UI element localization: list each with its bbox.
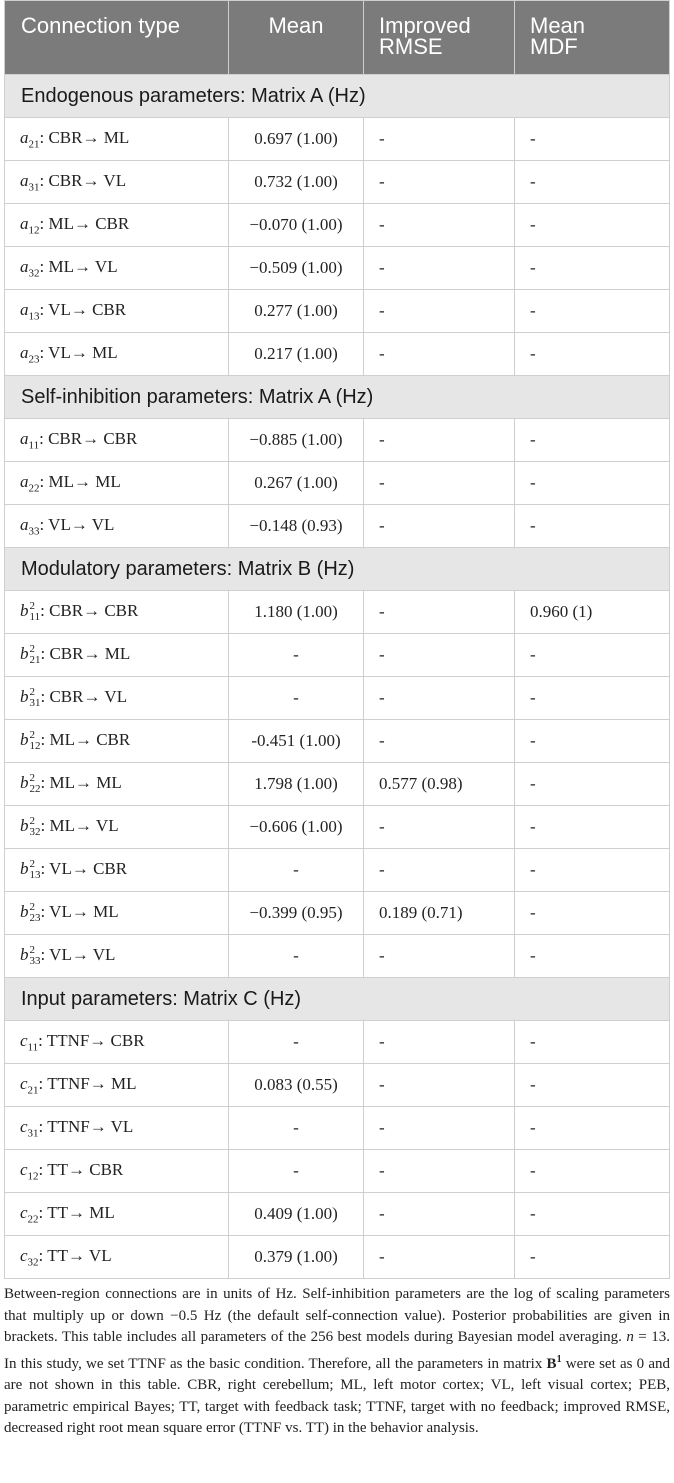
connection-cell xyxy=(5,161,229,204)
parameter-indices: 2 31 xyxy=(29,686,41,710)
parameter-symbol: a xyxy=(20,299,29,319)
connection-label: : TT→ CBR xyxy=(38,1159,124,1179)
table-row xyxy=(5,806,670,849)
connection-cell xyxy=(5,1021,229,1064)
parameter-indices: 2 32 xyxy=(29,815,41,839)
table-row xyxy=(5,1107,670,1150)
section-endogenous: Endogenous parameters: Matrix A (Hz) xyxy=(5,75,670,118)
table-row xyxy=(5,892,670,935)
mdf-cell: - xyxy=(515,161,670,204)
mdf-cell: - xyxy=(515,419,670,462)
parameter-symbol: b xyxy=(20,643,29,663)
rmse-cell: - xyxy=(364,849,515,892)
section-input: Input parameters: Matrix C (Hz) xyxy=(5,978,670,1021)
connection-cell xyxy=(5,462,229,505)
table-row xyxy=(5,247,670,290)
connection-cell xyxy=(5,1107,229,1150)
mean-cell: −0.885 (1.00) xyxy=(229,419,364,462)
mean-cell: 0.697 (1.00) xyxy=(229,118,364,161)
mean-cell: −0.606 (1.00) xyxy=(229,806,364,849)
rmse-cell: - xyxy=(364,462,515,505)
rmse-cell: - xyxy=(364,1021,515,1064)
connection-label: : VL→ ML xyxy=(40,901,119,921)
parameter-indices: 2 22 xyxy=(29,772,41,796)
self-inhibition-rows xyxy=(5,419,670,548)
connection-label: : CBR→ VL xyxy=(40,686,128,706)
parameter-indices: 2 11 xyxy=(29,600,41,624)
mdf-cell: - xyxy=(515,247,670,290)
parameter-symbol: a xyxy=(20,127,29,147)
parameter-symbol: a xyxy=(20,213,29,233)
parameter-subscript: 21 xyxy=(28,138,40,151)
table-row xyxy=(5,333,670,376)
connection-label: : VL→ CBR xyxy=(40,858,128,878)
mdf-cell: - xyxy=(515,333,670,376)
table-row xyxy=(5,204,670,247)
mdf-cell: - xyxy=(515,677,670,720)
connection-cell xyxy=(5,591,229,634)
endogenous-rows xyxy=(5,118,670,376)
mdf-cell: - xyxy=(515,1064,670,1107)
parameter-indices: 2 33 xyxy=(29,944,41,968)
connection-cell xyxy=(5,118,229,161)
input-rows xyxy=(5,1021,670,1279)
parameter-symbol: b xyxy=(20,815,29,835)
parameter-subscript: 12 xyxy=(27,1170,39,1183)
mean-cell: - xyxy=(229,1150,364,1193)
mdf-cell: - xyxy=(515,1150,670,1193)
table-row xyxy=(5,462,670,505)
table-row xyxy=(5,290,670,333)
connection-cell xyxy=(5,763,229,806)
mdf-cell: - xyxy=(515,634,670,677)
header-mean: Mean xyxy=(229,1,364,75)
parameter-symbol: c xyxy=(20,1245,28,1265)
parameter-symbol: a xyxy=(20,170,29,190)
table-row xyxy=(5,1021,670,1064)
connection-label: : ML→ CBR xyxy=(39,213,130,233)
parameter-indices: 2 13 xyxy=(29,858,41,882)
parameter-symbol: b xyxy=(20,600,29,620)
parameter-subscript: 23 xyxy=(28,353,40,366)
rmse-cell: - xyxy=(364,1064,515,1107)
connection-cell xyxy=(5,634,229,677)
table-footnote: Between-region connections are in units of Hz. Self-inhibition parameters are the log of scaling parameters that multiply up or down −0.5 Hz (the default self-connection value). Posterior probabilities are given in brackets. This table includes all parameters of the 256 best models during Bayesian model averaging. n = 13. In this study, we set TTNF as the basic condition. Therefore, all the parameters in matrix $B^1$ were set as 0 and are not shown in this table. CBR, right cerebellum; ML, left motor cortex; VL, left visual cortex; PEB, parametric empirical Bayes; TT, target with feedback task; TTNF, target with no feedback; improved RMSE, decreased right root mean square error (TTNF vs. TT) in the behavior analysis. xyxy=(4,1286,670,1436)
section-modulatory: Modulatory parameters: Matrix B (Hz) xyxy=(5,548,670,591)
table-row xyxy=(5,1236,670,1279)
table-row xyxy=(5,1150,670,1193)
table-row xyxy=(5,419,670,462)
mdf-cell: - xyxy=(515,892,670,935)
parameter-symbol: b xyxy=(20,901,29,921)
parameter-symbol: c xyxy=(20,1159,28,1179)
connection-label: : TT→ VL xyxy=(38,1245,112,1265)
header-improved-rmse: Improved RMSE xyxy=(364,1,515,75)
connection-cell xyxy=(5,935,229,978)
mean-cell: -0.451 (1.00) xyxy=(229,720,364,763)
connection-label: : VL→ VL xyxy=(39,514,115,534)
rmse-cell: - xyxy=(364,161,515,204)
connection-cell xyxy=(5,1064,229,1107)
rmse-cell: - xyxy=(364,419,515,462)
parameter-symbol: a xyxy=(20,342,29,362)
rmse-cell: - xyxy=(364,247,515,290)
mean-cell: 0.267 (1.00) xyxy=(229,462,364,505)
connection-cell xyxy=(5,333,229,376)
mdf-cell: - xyxy=(515,118,670,161)
parameter-symbol: b xyxy=(20,772,29,792)
connection-label: : TTNF→ CBR xyxy=(38,1030,145,1050)
mean-cell: −0.509 (1.00) xyxy=(229,247,364,290)
rmse-cell: - xyxy=(364,634,515,677)
mean-cell: 0.409 (1.00) xyxy=(229,1193,364,1236)
mean-cell: - xyxy=(229,677,364,720)
mdf-cell: 0.960 (1) xyxy=(515,591,670,634)
parameter-subscript: 13 xyxy=(28,310,40,323)
parameter-subscript: 12 xyxy=(28,224,40,237)
table-row xyxy=(5,118,670,161)
mdf-cell: - xyxy=(515,505,670,548)
mdf-cell: - xyxy=(515,935,670,978)
parameter-subscript: 32 xyxy=(28,267,40,280)
connection-label: : VL→ CBR xyxy=(39,299,127,319)
rmse-cell: - xyxy=(364,935,515,978)
connection-cell xyxy=(5,1236,229,1279)
mean-cell: - xyxy=(229,849,364,892)
connection-label: : VL→ ML xyxy=(39,342,118,362)
parameter-symbol: b xyxy=(20,944,29,964)
rmse-cell: - xyxy=(364,1107,515,1150)
section-self-inhibition: Self-inhibition parameters: Matrix A (Hz) xyxy=(5,376,670,419)
mean-cell: −0.148 (0.93) xyxy=(229,505,364,548)
connection-label: : CBR→ CBR xyxy=(39,428,138,448)
connection-cell xyxy=(5,290,229,333)
table-row xyxy=(5,1064,670,1107)
parameter-symbol: b xyxy=(20,729,29,749)
mdf-cell: - xyxy=(515,462,670,505)
parameter-symbol: a xyxy=(20,428,29,448)
connection-cell xyxy=(5,892,229,935)
table-row xyxy=(5,161,670,204)
parameter-symbol: c xyxy=(20,1202,28,1222)
rmse-cell: - xyxy=(364,1236,515,1279)
connection-cell xyxy=(5,1150,229,1193)
rmse-cell: - xyxy=(364,505,515,548)
connection-label: : CBR→ ML xyxy=(40,643,131,663)
connection-label: : TTNF→ ML xyxy=(38,1073,137,1093)
table-row xyxy=(5,591,670,634)
connection-cell xyxy=(5,247,229,290)
connection-label: : TT→ ML xyxy=(38,1202,115,1222)
parameter-symbol: a xyxy=(20,471,29,491)
parameter-subscript: 21 xyxy=(27,1084,39,1097)
parameter-indices: 2 21 xyxy=(29,643,41,667)
table-row xyxy=(5,634,670,677)
mean-cell: −0.399 (0.95) xyxy=(229,892,364,935)
rmse-cell: - xyxy=(364,806,515,849)
parameter-symbol: c xyxy=(20,1116,28,1136)
table-row xyxy=(5,720,670,763)
connection-cell xyxy=(5,1193,229,1236)
parameter-subscript: 32 xyxy=(27,1256,39,1269)
rmse-cell: - xyxy=(364,204,515,247)
connection-cell xyxy=(5,677,229,720)
mdf-cell: - xyxy=(515,1021,670,1064)
mdf-cell: - xyxy=(515,204,670,247)
parameter-symbol: a xyxy=(20,514,29,534)
connection-cell xyxy=(5,849,229,892)
mean-cell: 0.217 (1.00) xyxy=(229,333,364,376)
mdf-cell: - xyxy=(515,720,670,763)
results-table xyxy=(4,0,670,1279)
parameter-symbol: b xyxy=(20,686,29,706)
rmse-cell: - xyxy=(364,720,515,763)
mdf-cell: - xyxy=(515,806,670,849)
table-row xyxy=(5,1193,670,1236)
table-header-row xyxy=(5,1,670,75)
table-row xyxy=(5,677,670,720)
connection-label: : TTNF→ VL xyxy=(38,1116,134,1136)
rmse-cell: - xyxy=(364,290,515,333)
table-row xyxy=(5,505,670,548)
mdf-cell: - xyxy=(515,1107,670,1150)
modulatory-rows xyxy=(5,591,670,978)
connection-label: : ML→ ML xyxy=(39,471,121,491)
mdf-cell: - xyxy=(515,1236,670,1279)
header-connection-type: Connection type xyxy=(5,1,229,75)
parameter-subscript: 22 xyxy=(27,1213,39,1226)
connection-cell xyxy=(5,720,229,763)
rmse-cell: - xyxy=(364,118,515,161)
connection-cell xyxy=(5,806,229,849)
parameter-symbol: b xyxy=(20,858,29,878)
rmse-cell: - xyxy=(364,1193,515,1236)
connection-label: : ML→ VL xyxy=(40,815,119,835)
mean-cell: 0.379 (1.00) xyxy=(229,1236,364,1279)
mean-cell: 1.180 (1.00) xyxy=(229,591,364,634)
table-row xyxy=(5,935,670,978)
mdf-cell: - xyxy=(515,849,670,892)
rmse-cell: 0.577 (0.98) xyxy=(364,763,515,806)
mdf-cell: - xyxy=(515,1193,670,1236)
mean-cell: - xyxy=(229,935,364,978)
mean-cell: 1.798 (1.00) xyxy=(229,763,364,806)
connection-label: : ML→ CBR xyxy=(40,729,131,749)
table-row xyxy=(5,849,670,892)
parameter-indices: 2 12 xyxy=(29,729,41,753)
connection-label: : CBR→ ML xyxy=(39,127,130,147)
parameter-subscript: 11 xyxy=(27,1041,39,1054)
parameter-subscript: 11 xyxy=(28,439,40,452)
mean-cell: - xyxy=(229,1107,364,1150)
rmse-cell: - xyxy=(364,677,515,720)
rmse-cell: - xyxy=(364,1150,515,1193)
connection-label: : ML→ ML xyxy=(40,772,122,792)
parameter-subscript: 31 xyxy=(28,181,40,194)
table-row xyxy=(5,763,670,806)
connection-cell xyxy=(5,419,229,462)
parameter-symbol: a xyxy=(20,256,29,276)
mean-cell: 0.732 (1.00) xyxy=(229,161,364,204)
mdf-cell: - xyxy=(515,290,670,333)
connection-label: : ML→ VL xyxy=(39,256,118,276)
connection-label: : CBR→ VL xyxy=(39,170,127,190)
rmse-cell: - xyxy=(364,591,515,634)
parameter-subscript: 33 xyxy=(28,525,40,538)
mean-cell: - xyxy=(229,634,364,677)
mean-cell: - xyxy=(229,1021,364,1064)
parameter-subscript: 31 xyxy=(27,1127,39,1140)
rmse-cell: - xyxy=(364,333,515,376)
connection-cell xyxy=(5,505,229,548)
rmse-cell: 0.189 (0.71) xyxy=(364,892,515,935)
connection-label: : CBR→ CBR xyxy=(40,600,139,620)
parameter-symbol: c xyxy=(20,1073,28,1093)
mean-cell: 0.083 (0.55) xyxy=(229,1064,364,1107)
connection-cell xyxy=(5,204,229,247)
parameter-subscript: 22 xyxy=(28,482,40,495)
mean-cell: 0.277 (1.00) xyxy=(229,290,364,333)
parameter-symbol: c xyxy=(20,1030,28,1050)
mdf-cell: - xyxy=(515,763,670,806)
header-mean-mdf: Mean MDF xyxy=(515,1,670,75)
parameter-indices: 2 23 xyxy=(29,901,41,925)
mean-cell: −0.070 (1.00) xyxy=(229,204,364,247)
connection-label: : VL→ VL xyxy=(40,944,116,964)
